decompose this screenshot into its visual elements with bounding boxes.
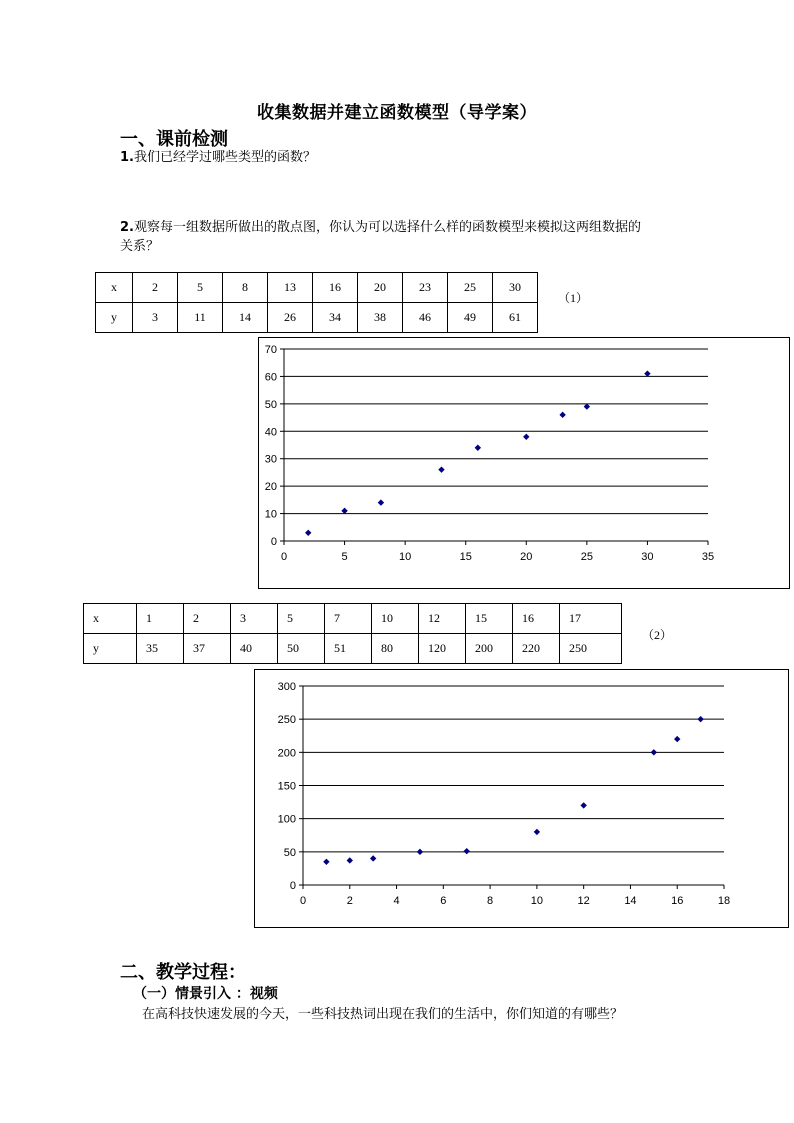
x-tick-label: 0 xyxy=(280,551,288,563)
x-tick-label: 18 xyxy=(717,895,731,907)
table-cell: 120 xyxy=(419,634,466,664)
x-tick-label: 5 xyxy=(341,551,348,563)
y-tick-label: 300 xyxy=(277,681,296,693)
question-2-text-cont: 关系？ xyxy=(120,239,160,254)
table-1-y-row xyxy=(96,303,538,333)
y-tick-label: 40 xyxy=(264,426,277,439)
x-tick-label: 12 xyxy=(577,895,590,907)
table-cell: 16 xyxy=(513,604,560,634)
table-cell: 23 xyxy=(403,273,448,303)
y-tick-label: 70 xyxy=(264,344,277,356)
data-point xyxy=(370,855,376,861)
scatter-chart-1 xyxy=(258,337,790,589)
data-point xyxy=(475,445,481,451)
table-cell: 16 xyxy=(313,273,358,303)
table-cell: 38 xyxy=(358,303,403,333)
data-point xyxy=(464,848,470,854)
table-cell: 14 xyxy=(223,303,268,333)
data-table-2 xyxy=(83,603,622,664)
x-tick-label: 8 xyxy=(487,895,494,907)
table-cell: 13 xyxy=(268,273,313,303)
table-cell: 61 xyxy=(493,303,538,333)
table-cell: 49 xyxy=(448,303,493,333)
data-point xyxy=(584,403,590,409)
page-title: 收集数据并建立函数模型（导学案） xyxy=(257,103,537,123)
table-cell: 2 xyxy=(184,604,231,634)
data-point xyxy=(674,736,680,742)
data-table-1 xyxy=(95,272,538,333)
table-cell: 250 xyxy=(560,634,622,664)
x-tick-label: 20 xyxy=(520,551,533,563)
data-point xyxy=(305,530,311,536)
section1-heading: 一、课前检测 xyxy=(120,129,228,150)
question-2-text: 观察每一组数据所做出的散点图，你认为可以选择什么样的函数模型来模拟这两组数据的 xyxy=(133,220,641,235)
table-cell: 25 xyxy=(448,273,493,303)
table-2-x-row xyxy=(84,604,622,634)
table-cell: 5 xyxy=(278,604,325,634)
y-tick-label: 30 xyxy=(264,453,277,466)
y-tick-label: 200 xyxy=(277,747,296,760)
data-point xyxy=(644,370,650,376)
table-header-cell: y xyxy=(84,634,137,664)
y-tick-label: 150 xyxy=(277,780,296,793)
table-cell: 10 xyxy=(372,604,419,634)
table-cell: 17 xyxy=(560,604,622,634)
data-point xyxy=(323,859,329,865)
scatter-chart-2 xyxy=(254,669,789,928)
chart-2-svg xyxy=(255,670,788,927)
subsection-heading: （一）情景引入 ：视频 xyxy=(133,986,278,1002)
table-header-cell: x xyxy=(84,604,137,634)
intro-paragraph: 在高科技快速发展的今天，一些科技热词出现在我们的生活中，你们知道的有哪些？ xyxy=(142,1007,624,1022)
table-cell: 35 xyxy=(137,634,184,664)
data-point xyxy=(438,466,444,472)
table-cell: 8 xyxy=(223,273,268,303)
y-tick-label: 0 xyxy=(270,536,277,548)
table-cell: 200 xyxy=(466,634,513,664)
table-cell: 3 xyxy=(231,604,278,634)
x-tick-label: 14 xyxy=(624,895,637,907)
table-1-label: （1） xyxy=(558,291,589,305)
table-cell: 20 xyxy=(358,273,403,303)
data-point xyxy=(651,749,657,755)
x-tick-label: 6 xyxy=(440,895,447,907)
data-point xyxy=(378,499,384,505)
y-tick-label: 60 xyxy=(264,371,277,384)
data-point xyxy=(347,857,353,863)
table-cell: 5 xyxy=(178,273,223,303)
table-cell: 12 xyxy=(419,604,466,634)
y-tick-label: 50 xyxy=(264,398,277,411)
x-tick-label: 30 xyxy=(641,551,654,563)
table-header-cell: x xyxy=(96,273,133,303)
chart-1-svg xyxy=(259,338,789,588)
x-tick-label: 35 xyxy=(701,551,715,563)
table-2-y-row xyxy=(84,634,622,664)
question-2-number: 2. xyxy=(120,220,134,235)
x-tick-label: 16 xyxy=(671,895,684,907)
table-2-label: （2） xyxy=(642,628,673,642)
x-tick-label: 10 xyxy=(530,895,544,907)
table-1-x-row xyxy=(96,273,538,303)
table-cell: 34 xyxy=(313,303,358,333)
table-cell: 220 xyxy=(513,634,560,664)
table-cell: 51 xyxy=(325,634,372,664)
x-tick-label: 4 xyxy=(393,895,400,907)
data-point xyxy=(697,716,703,722)
table-cell: 26 xyxy=(268,303,313,333)
table-cell: 3 xyxy=(133,303,178,333)
y-tick-label: 0 xyxy=(289,880,296,892)
question-1 xyxy=(120,148,316,167)
table-cell: 50 xyxy=(278,634,325,664)
data-point xyxy=(559,412,565,418)
x-tick-label: 15 xyxy=(459,551,472,563)
table-cell: 1 xyxy=(137,604,184,634)
x-tick-label: 0 xyxy=(299,895,307,907)
y-tick-label: 10 xyxy=(264,508,277,521)
data-point xyxy=(534,829,540,835)
data-point xyxy=(580,802,586,808)
y-tick-label: 100 xyxy=(277,813,296,826)
data-point xyxy=(341,508,347,514)
table-cell: 7 xyxy=(325,604,372,634)
question-2 xyxy=(120,218,720,256)
section2-heading: 二、教学过程： xyxy=(120,962,246,983)
y-tick-label: 50 xyxy=(283,846,296,859)
table-cell: 30 xyxy=(493,273,538,303)
table-cell: 37 xyxy=(184,634,231,664)
table-cell: 2 xyxy=(133,273,178,303)
data-point xyxy=(417,849,423,855)
x-tick-label: 25 xyxy=(580,551,593,563)
y-tick-label: 250 xyxy=(277,714,296,727)
table-cell: 80 xyxy=(372,634,419,664)
question-1-text: 我们已经学过哪些类型的函数？ xyxy=(133,150,316,165)
x-tick-label: 10 xyxy=(399,551,412,563)
question-1-number: 1. xyxy=(120,150,134,165)
table-header-cell: y xyxy=(96,303,133,333)
data-point xyxy=(523,434,529,440)
table-cell: 46 xyxy=(403,303,448,333)
table-cell: 15 xyxy=(466,604,513,634)
table-cell: 11 xyxy=(178,303,223,333)
y-tick-label: 20 xyxy=(264,481,277,494)
table-cell: 40 xyxy=(231,634,278,664)
x-tick-label: 2 xyxy=(346,895,353,907)
